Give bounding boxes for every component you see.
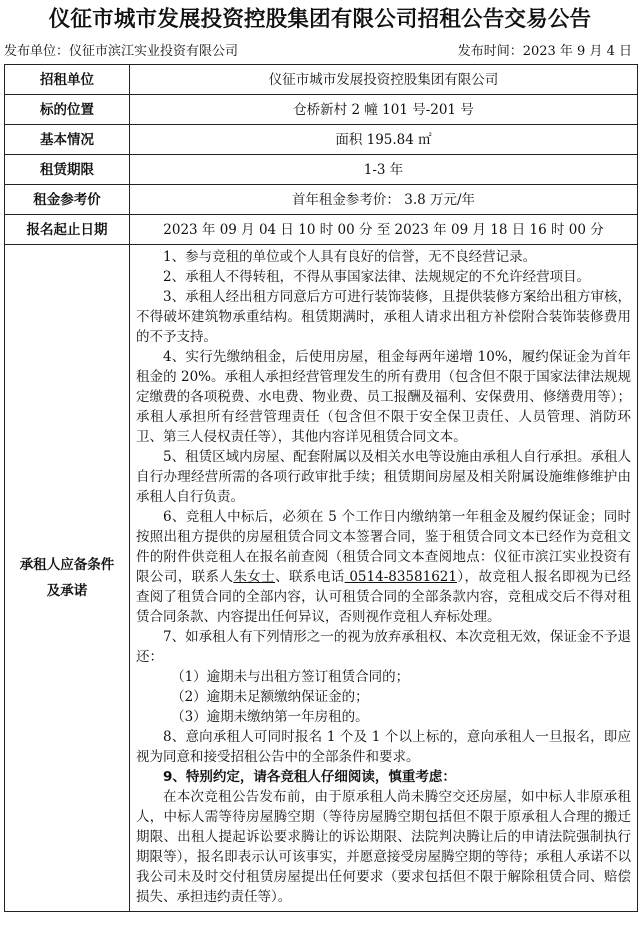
conditions-label-line2: 及承诺 — [46, 583, 88, 599]
clause-7-item-1: （1）逾期未与出租方签订租赁合同的； — [171, 669, 410, 685]
table-row — [5, 215, 638, 245]
row-label: 基本情况 — [5, 125, 130, 155]
clause-5: 5、租赁区域内房屋、配套附属以及相关水电等设施由承租人自行承担。承租人自行办理经营所需的各项行政审批手续；租赁期间房屋及相关附属设施维修维护由承租人自行负责。 — [136, 449, 631, 505]
row-label: 招租单位 — [5, 65, 130, 95]
clause-2: 2、承租人不得转租，不得从事国家法律、法规规定的不允许经营项目。 — [163, 269, 591, 285]
publisher-label: 发布单位： — [4, 44, 70, 59]
row-label: 标的位置 — [5, 95, 130, 125]
contact-phone: 0514-83581621 — [344, 569, 457, 585]
publisher-line — [4, 40, 238, 59]
conditions-label — [5, 245, 130, 912]
row-value: 首年租金参考价： 3.8 万元/年 — [130, 185, 638, 215]
clause-9-body: 在本次竞租公告发布前，由于原承租人尚未腾空交还房屋，如中标人非原承租人，中标人需等待房屋腾空期（等待房屋腾空期包括但不限于原承租人合理的搬迁期限、出租人提起诉讼要求腾让的诉讼期限、法院判决腾让后的申请法院强制执行期限等），报名即表示认可该事实，并愿意接受房屋腾空期的等待；承租人承诺不以我公司未及时交付租赁房屋提出任何要求（要求包括但不限于解除租赁合同、赔偿损失、承担违约责任等）。 — [136, 789, 631, 905]
row-value: 1-3 年 — [130, 155, 638, 185]
row-label: 租金参考价 — [5, 185, 130, 215]
conditions-row — [5, 245, 638, 912]
publish-time-line — [458, 40, 632, 59]
clause-7: 7、如承租人有下列情形之一的视为放弃承租权、本次竞租无效，保证金不予退还： — [136, 629, 631, 665]
contact-name: 朱女士 — [233, 569, 276, 585]
clause-6-part-c: ），故竞租人报名即视为已经查阅了租赁合同的全部内容，认可租赁合同的全部条款内容，竞租成交后不得对租赁合同条款、内容提出任何异议，否则视作竞租人弃标处理。 — [136, 569, 632, 625]
table-row — [5, 155, 638, 185]
clause-9-heading: 9、特别约定，请各竞租人仔细阅读，慎重考虑： — [163, 769, 456, 785]
clause-1: 1、参与竞租的单位或个人具有良好的信誉，无不良经营记录。 — [163, 249, 537, 265]
clause-4: 4、实行先缴纳租金，后使用房屋，租金每两年递增 10%，履约保证金为首年租金的 20%。承租人承担经营管理发生的所有费用（包含但不限于国家法律法规规定缴费的各项税费、水电费、物业费、员工报酬及福利、安保费用、修缮费用等）；承租人承担所有经营管理责任（包含但不限于安全保卫责任、人员管理、消防环卫、第三人侵权责任等），其他内容详见租赁合同文本。 — [136, 349, 631, 445]
publish-time-value: 2023 年 9 月 4 日 — [522, 44, 632, 59]
info-table — [4, 64, 638, 912]
row-value: 仪征市城市发展投资控股集团有限公司 — [130, 65, 638, 95]
table-row — [5, 65, 638, 95]
row-value: 仓桥新村 2 幢 101 号-201 号 — [130, 95, 638, 125]
clause-8: 8、意向承租人可同时报名 1 个及 1 个以上标的，意向承租人一旦报名，即应视为同意和接受招租公告中的全部条件和要求。 — [136, 729, 631, 765]
table-row — [5, 125, 638, 155]
clause-3: 3、承租人经出租方同意后方可进行装饰装修，且提供装修方案给出租方审核，不得破坏建筑物承重结构。租赁期满时，承租人请求出租方补偿附合装饰装修费用的不予支持。 — [136, 289, 631, 345]
row-label: 报名起止日期 — [5, 215, 130, 245]
conditions-body — [130, 245, 638, 912]
conditions-label-line1: 承租人应备条件 — [19, 557, 115, 573]
publish-time-label: 发布时间： — [457, 44, 523, 59]
row-value: 面积 195.84 ㎡ — [130, 125, 638, 155]
table-row — [5, 95, 638, 125]
clause-7-item-2: （2）逾期未足额缴纳保证金的； — [171, 689, 369, 705]
clause-6-part-b: 、联系电话 — [275, 569, 345, 585]
row-value: 2023 年 09 月 04 日 10 时 00 分 至 2023 年 09 月 18 日 16 时 00 分 — [130, 215, 638, 245]
clause-6-part-a: 6、竞租人中标后，必须在 5 个工作日内缴纳第一年租金及履约保证金；同时按照出租方提供的房屋租赁合同文本签署合同，鉴于租赁合同文本已经作为竞租文件的附件供竞租人在报名前查阅（租赁合同文本查阅地点：仪征市滨江实业投资有限公司，联系人 — [136, 509, 631, 585]
table-row — [5, 185, 638, 215]
clause-7-item-3: （3）逾期未缴纳第一年房租的。 — [171, 709, 369, 725]
row-label: 租赁期限 — [5, 155, 130, 185]
page-title: 仪征市城市发展投资控股集团有限公司招租公告交易公告 — [48, 7, 592, 32]
clause-6 — [136, 507, 631, 627]
publisher-name: 仪征市滨江实业投资有限公司 — [69, 44, 239, 59]
